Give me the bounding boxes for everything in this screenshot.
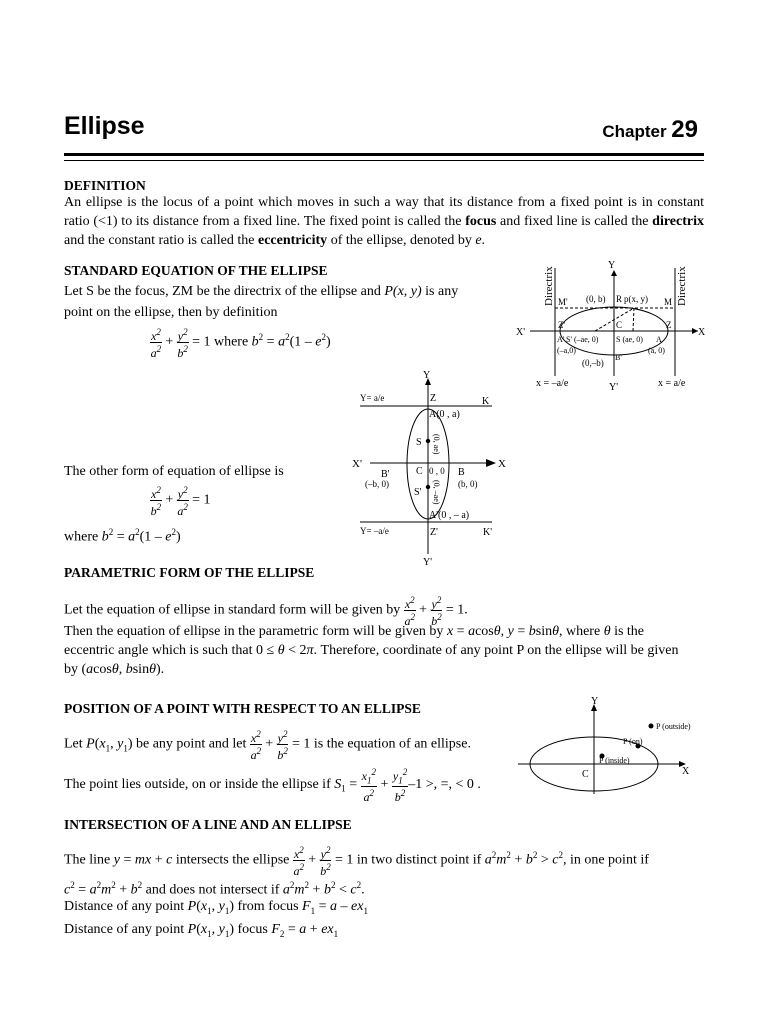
label-c: C [582, 769, 589, 780]
label-y-bottom: Y= –a/e [360, 526, 389, 536]
label-p: p(x, y) [624, 294, 648, 304]
intersection-text: The line [64, 852, 114, 868]
label-sae-neg: (0, –ae) [432, 480, 441, 505]
intersection-text: , in one point if [562, 852, 649, 868]
fraction: $\frac{y^2}{b^2}$ [431, 595, 442, 628]
header-rule-thin [64, 160, 704, 161]
standard-line: Let S be the focus, ZM be the directrix of the ellipse and [64, 284, 385, 299]
label-x: X [498, 458, 506, 470]
horizontal-ellipse-figure [512, 258, 708, 394]
position-text: be any point and let [132, 736, 247, 752]
other-form-text: The other form of equation of ellipse is [64, 464, 284, 479]
label-c: C [416, 466, 423, 477]
standard-equation: $\frac{x^2}{a^2}$ + $\frac{y^2}{b^2}$ = 1 where $b^2 = a^2(1 - e^2)$ [150, 327, 331, 360]
intersection-text: Distance of any point [64, 922, 188, 937]
standard-text [64, 282, 504, 301]
fraction: $\frac{y^2}{b^2}$ [320, 845, 331, 878]
parametric-line-3: eccentric angle which is such that 0 ≤ θ < 2π. Therefore, coordinate of any point P on the ellipse will be given [64, 643, 679, 658]
label-b-plus: (b, 0) [458, 479, 478, 489]
fraction: $\frac{x^2}{a^2}$ [404, 595, 415, 628]
label-z: Z [430, 393, 437, 404]
label-m-prime: M' [558, 297, 568, 307]
parametric-text: Let the equation of ellipse in standard form will be given by [64, 602, 401, 618]
label-on: P (on) [623, 737, 643, 746]
label-a: A [656, 335, 662, 344]
label-s: S [416, 437, 422, 448]
label-y: Y [608, 260, 616, 271]
label-y-prime: Y' [609, 382, 619, 393]
label-a-plus: (a, 0) [648, 346, 665, 355]
label-m: M [664, 297, 673, 307]
label-y: Y [591, 696, 599, 707]
fraction: $\frac{y^2}{b^2}$ [177, 327, 188, 360]
term-e: e [475, 233, 482, 248]
header-rule-thick [64, 153, 704, 156]
label-s-prime: S' [566, 335, 572, 344]
definition-line: ratio (<1) to its distance from a fixed line. The fixed point is called the [64, 214, 466, 229]
position-heading: POSITION OF A POINT WITH RESPECT TO AN ELLIPSE [64, 701, 421, 716]
parametric-text: Then the equation of ellipse in the parametric form will be given by [64, 624, 447, 639]
fraction: $\frac{x^2}{b^2}$ [150, 485, 162, 518]
fraction: $\frac{y^2}{a^2}$ [177, 485, 188, 518]
label-dir-left: x = –a/e [536, 378, 569, 389]
chapter-label [602, 116, 698, 144]
page-title: Ellipse [64, 112, 145, 140]
label-y-prime: Y' [423, 557, 433, 568]
label-x: X [698, 327, 706, 338]
other-form-equation: $\frac{x^2}{b^2}$ + $\frac{y^2}{a^2}$ = 1 [150, 485, 211, 518]
where-text: where [64, 529, 102, 545]
point-outside [649, 724, 654, 729]
label-directrix-left: Directrix [543, 266, 555, 306]
label-sp-coords: (–ae, 0) [574, 335, 599, 344]
intersection-text: focus [233, 922, 272, 937]
label-b-prime: B' [381, 469, 390, 480]
chapter-text: Chapter [602, 122, 667, 141]
parametric-text: is the [610, 624, 645, 639]
fraction: $\frac{x^2}{a^2}$ [250, 729, 262, 762]
term-eccentricity: eccentricity [258, 233, 328, 248]
label-origin: 0 , 0 [429, 466, 445, 476]
x-arrow-icon [486, 459, 496, 467]
other-form-where: where $b^2 = a^2(1 - e^2)$ [64, 527, 181, 545]
label-bottom: (0,–b) [582, 358, 604, 368]
label-a: A(0 , a) [429, 409, 460, 420]
position-text: is the equation of an ellipse. [310, 736, 471, 752]
chapter-number: 29 [671, 116, 698, 143]
label-sae: (0, ae) [432, 434, 441, 455]
label-y: Y [423, 370, 431, 381]
label-c: C [616, 320, 623, 330]
position-text: Let [64, 736, 87, 752]
label-inside: P (inside) [599, 756, 630, 765]
position-text: The point lies outside, on or inside the ellipse if [64, 776, 335, 792]
term-focus: focus [465, 214, 497, 229]
label-k: K [482, 396, 490, 407]
intersection-text: intersects the ellipse [172, 852, 290, 868]
label-top: (0, b) [586, 294, 606, 304]
point-position-figure [510, 694, 710, 798]
intersection-text: Distance of any point [64, 899, 188, 914]
intersection-text: from focus [233, 899, 303, 914]
label-x-prime: X' [352, 458, 362, 470]
intersection-text: and does not intersect if [142, 882, 283, 898]
intersection-line-2: $c^2 = a^2m^2 + b^2$ and does not intersect if $a^2m^2 + b^2 < c^2$. [64, 880, 365, 898]
standard-line: is any [421, 284, 459, 299]
definition-text [64, 193, 704, 250]
parametric-text: , where [558, 624, 604, 639]
label-a-prime: A' [557, 335, 565, 344]
position-text: –1 >, =, < 0 . [408, 776, 481, 792]
label-dir-right: x = a/e [658, 378, 686, 389]
definition-line: and fixed line is called the [496, 214, 649, 229]
label-b-minus: (–b, 0) [365, 479, 389, 489]
label-s-prime: S' [414, 487, 422, 498]
focus-s [426, 439, 430, 443]
focal-line-right [633, 308, 634, 331]
parametric-line-2: Then the equation of ellipse in the parametric form will be given by x = acosθ, y = bsinθ, where θ is the [64, 624, 645, 639]
parametric-text: eccentric angle which is such that [64, 643, 257, 658]
intersection-line-1: The line y = mx + c intersects the ellipse $\frac{x^2}{a^2}$ + $\frac{y^2}{b^2}$ = 1 in two distinct point if $a^2m^2 + b^2 > c^2$, in one point if [64, 845, 649, 878]
fraction: $\frac{y_1^2}{b^2}$ [392, 767, 408, 805]
position-line-1: Let $P(x_1$, $y_1$) be any point and let $\frac{x^2}{a^2}$ + $\frac{y^2}{b^2}$ = 1 is the equation of an ellipse. [64, 729, 471, 762]
intersection-line-3: Distance of any point $P(x_1$, $y_1$) from focus $F_1 = a - ex_1$ [64, 899, 368, 916]
fraction: $\frac{x_1^2}{a^2}$ [361, 767, 376, 805]
where-text: where [210, 334, 252, 350]
label-z: Z [666, 320, 672, 330]
focus-s-prime [426, 485, 430, 489]
label-y-top: Y= a/e [360, 393, 385, 403]
standard-heading: STANDARD EQUATION OF THE ELLIPSE [64, 263, 328, 278]
math-point: P(x, y) [384, 284, 422, 299]
label-r: R [616, 294, 623, 304]
fraction: $\frac{x^2}{a^2}$ [150, 327, 162, 360]
intersection-line-4: Distance of any point $P(x_1$, $y_1$) focus $F_2 = a + ex_1$ [64, 922, 339, 939]
label-a-prime: A'(0 , – a) [429, 510, 470, 521]
label-outside: P (outside) [656, 722, 691, 731]
fraction: $\frac{x^2}{a^2}$ [293, 845, 305, 878]
definition-line: An ellipse is the locus of a point which moves in such a way that its distance from a fixed point is in constant [64, 195, 704, 210]
label-directrix-right: Directrix [676, 266, 688, 306]
vertical-ellipse-figure [348, 368, 514, 568]
parametric-heading: PARAMETRIC FORM OF THE ELLIPSE [64, 565, 315, 580]
fraction: $\frac{y^2}{b^2}$ [277, 729, 288, 762]
label-b: B [458, 467, 465, 478]
label-x-prime: X' [516, 327, 526, 338]
intersection-text: in two distinct point if [353, 852, 485, 868]
position-line-2: The point lies outside, on or inside the ellipse if $S_1$ = $\frac{x_1^2}{a^2}$ + $\frac{y_1^2}{b^2}$ –1 >, =, < 0 . [64, 767, 481, 805]
label-z-prime: Z' [430, 527, 438, 538]
parametric-text: . Therefore, coordinate of any point P on the ellipse will be given [313, 643, 679, 658]
parametric-text: by [64, 662, 82, 677]
standard-line-2: point on the ellipse, then by definition [64, 305, 278, 320]
parametric-line-1: Let the equation of ellipse in standard form will be given by $\frac{x^2}{a^2}$ + $\frac{y^2}{b^2}$ = 1. [64, 595, 468, 628]
definition-heading: DEFINITION [64, 178, 146, 193]
parametric-line-4: by (acosθ, bsinθ). [64, 662, 165, 677]
term-directrix: directrix [652, 214, 704, 229]
definition-dot: . [481, 233, 486, 248]
intersection-heading: INTERSECTION OF A LINE AND AN ELLIPSE [64, 817, 352, 832]
label-k-prime: K' [483, 527, 493, 538]
definition-line: of the ellipse, denoted by [327, 233, 476, 248]
label-s-coords: S (ae, 0) [616, 335, 643, 344]
definition-line: and the constant ratio is called the [64, 233, 258, 248]
label-z-prime: Z' [558, 320, 566, 330]
label-x: X [682, 766, 690, 777]
label-a-minus: (–a,0) [557, 346, 576, 355]
label-b-prime: B' [615, 353, 622, 362]
